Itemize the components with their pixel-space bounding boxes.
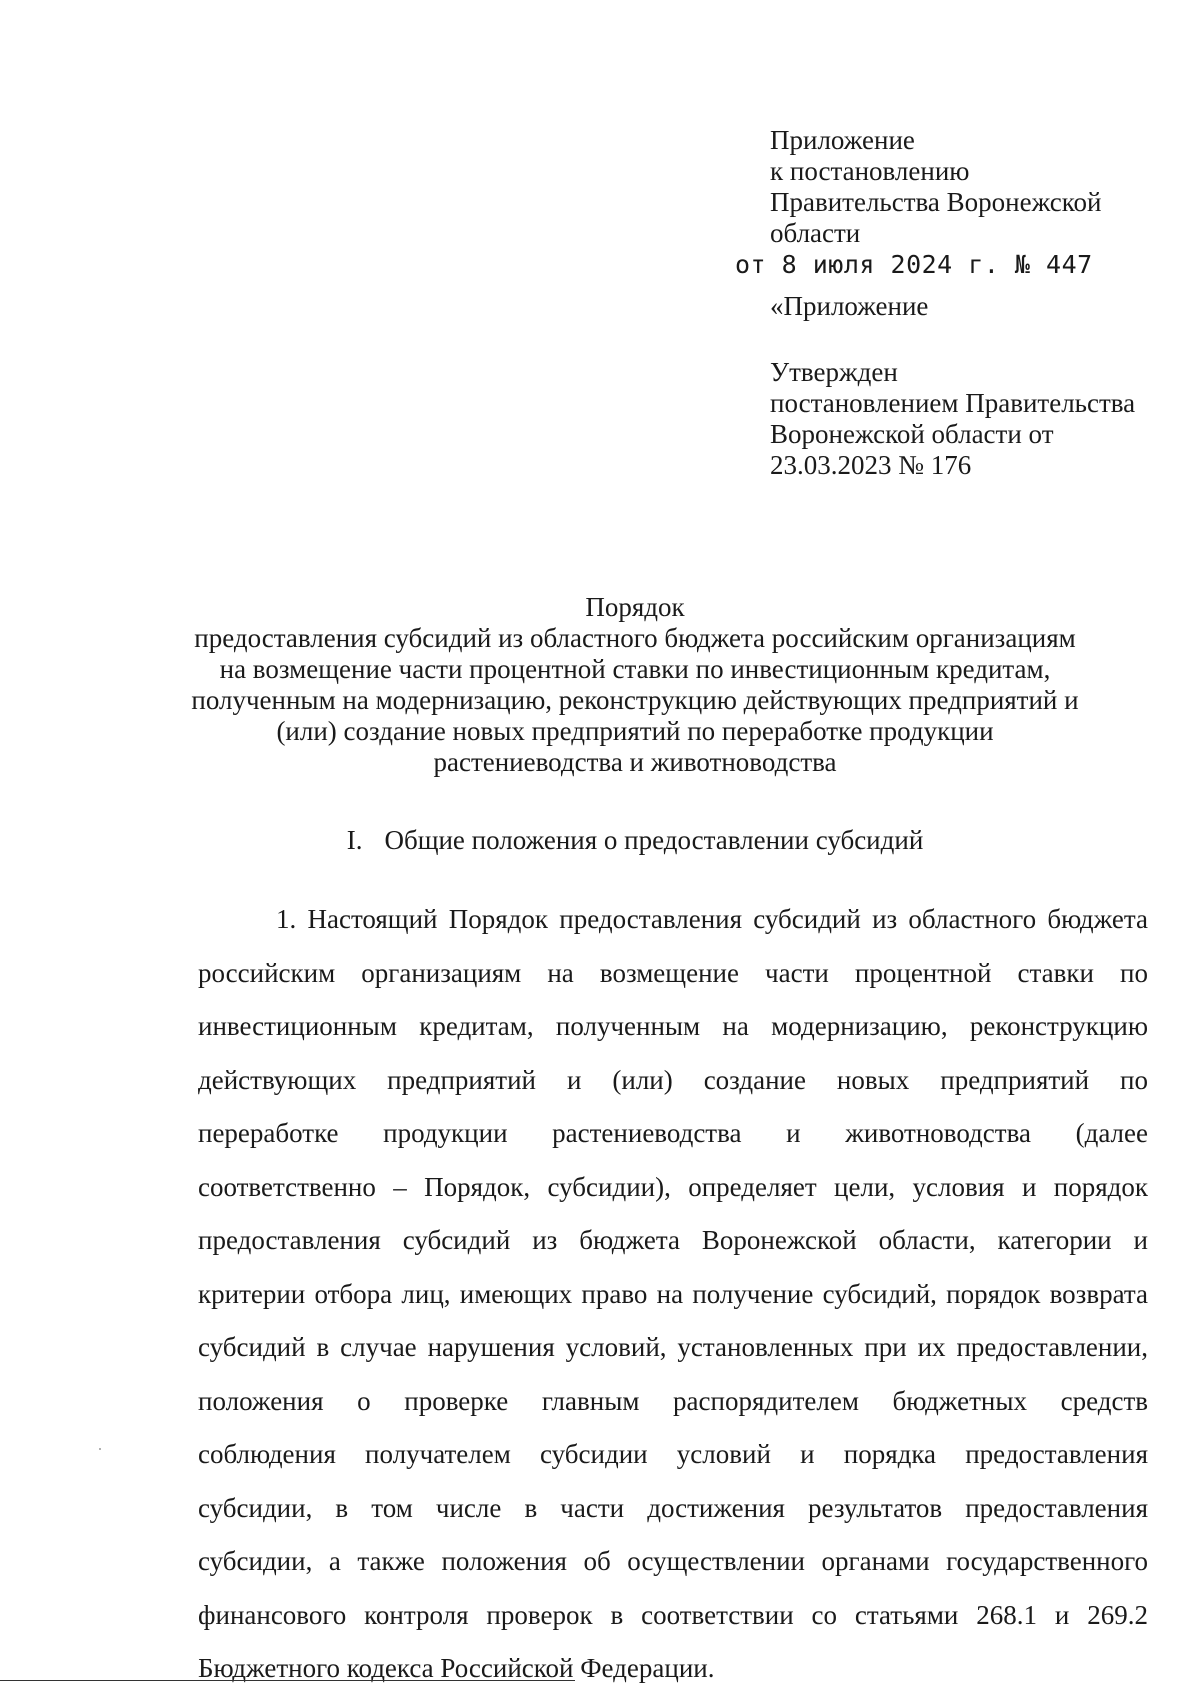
approval-header (770, 357, 1190, 481)
paragraph-line: критерии отбора лиц, имеющих право на получение субсидий, порядок возврата (198, 1278, 1148, 1309)
approval-line: 23.03.2023 № 176 (770, 450, 972, 480)
paragraph-line: Бюджетного кодекса Российской Федерации. (198, 1653, 715, 1683)
paragraph-line: соответственно – Порядок, субсидии), определяет цели, условия и порядок (198, 1171, 1148, 1202)
appendix-line: области (770, 218, 861, 248)
paragraph-line: действующих предприятий и (или) создание новых предприятий по (198, 1064, 1148, 1095)
title-line: растениеводства и животноводства (433, 747, 837, 777)
title-line: на возмещение части процентной ставки по инвестиционным кредитам, (219, 654, 1051, 684)
approval-line: Утвержден (770, 357, 898, 387)
paragraph-line: субсидий в случае нарушения условий, установленных при их предоставлении, (198, 1332, 1148, 1362)
document-title (150, 592, 1120, 778)
quoted-appendix-label: «Приложение (770, 291, 929, 321)
scan-speck (99, 1448, 101, 1450)
appendix-line: Правительства Воронежской (770, 187, 1102, 217)
paragraph-line: 1. Настоящий Порядок предоставления субсидий из областного бюджета (276, 904, 1148, 934)
approval-line: Воронежской области от (770, 419, 1054, 449)
appendix-header (770, 125, 1180, 249)
title-line: предоставления субсидий из областного бюджета российским организациям (194, 623, 1076, 653)
paragraph-1 (198, 899, 1148, 1702)
paragraph-line: финансового контроля проверок в соответствии со статьями 268.1 и 269.2 (198, 1599, 1148, 1630)
paragraph-line: субсидии, а также положения об осуществлении органами государственного (198, 1546, 1148, 1576)
section-title: Общие положения о предоставлении субсидий (384, 825, 924, 855)
approval-line: постановлением Правительства (770, 388, 1136, 418)
title-line: (или) создание новых предприятий по переработке продукции (276, 716, 994, 746)
paragraph-line: инвестиционным кредитам, полученным на модернизацию, реконструкцию (198, 1011, 1148, 1041)
date-number-stamp: от 8 июля 2024 г. № 447 (735, 250, 1093, 279)
paragraph-line: положения о проверке главным распорядителем бюджетных средств (198, 1385, 1148, 1416)
title-line: Порядок (585, 592, 685, 622)
section-heading (150, 825, 1120, 856)
paragraph-line: субсидии, в том числе в части достижения результатов предоставления (198, 1492, 1148, 1523)
paragraph-line: переработке продукции растениеводства и животноводства (далее (198, 1118, 1148, 1148)
title-line: полученным на модернизацию, реконструкцию действующих предприятий и (191, 685, 1079, 715)
appendix-line: Приложение (770, 125, 915, 155)
footnote-divider (0, 1680, 575, 1681)
paragraph-line: предоставления субсидий из бюджета Воронежской области, категории и (198, 1225, 1148, 1255)
section-number: I. (346, 825, 363, 855)
paragraph-line: соблюдения получателем субсидии условий и порядка предоставления (198, 1439, 1148, 1469)
appendix-line: к постановлению (770, 156, 970, 186)
paragraph-line: российским организациям на возмещение части процентной ставки по (198, 957, 1148, 988)
